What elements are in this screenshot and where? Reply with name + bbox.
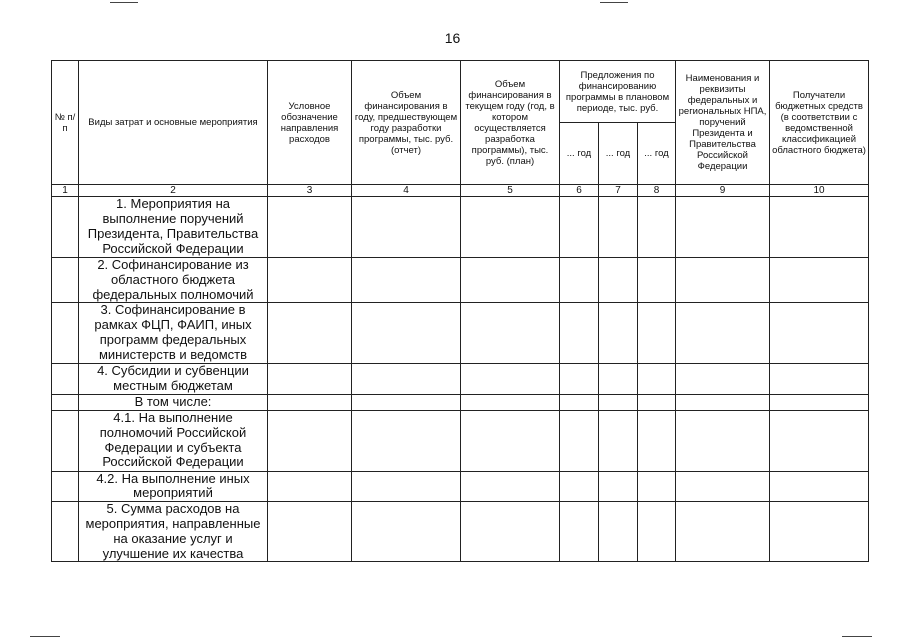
empty-cell	[770, 394, 869, 410]
empty-cell	[461, 471, 560, 502]
empty-cell	[268, 502, 352, 562]
column-number: 6	[560, 185, 599, 197]
empty-cell	[638, 363, 676, 394]
empty-cell	[560, 410, 599, 471]
empty-cell	[599, 363, 638, 394]
empty-cell	[352, 197, 461, 258]
column-number: 8	[638, 185, 676, 197]
empty-cell	[461, 410, 560, 471]
row-number	[52, 303, 79, 363]
row-label: 3. Софинансирование в рамках ФЦП, ФАИП, иных программ федеральных министерств и ведомств	[79, 303, 268, 363]
empty-cell	[638, 471, 676, 502]
header-year-2: ... год	[599, 123, 638, 185]
row-label: 4.2. На выполнение иных мероприятий	[79, 471, 268, 502]
empty-cell	[268, 258, 352, 303]
empty-cell	[352, 363, 461, 394]
empty-cell	[676, 197, 770, 258]
row-number	[52, 258, 79, 303]
scan-edge-mark	[842, 636, 872, 637]
column-number: 10	[770, 185, 869, 197]
empty-cell	[268, 363, 352, 394]
column-number: 2	[79, 185, 268, 197]
empty-cell	[770, 410, 869, 471]
header-recipients: Получатели бюджетных средств (в соответствии с ведомственной классификацией областного бюджета)	[770, 61, 869, 185]
table-row	[52, 363, 869, 394]
empty-cell	[352, 502, 461, 562]
header-num: № п/п	[52, 61, 79, 185]
empty-cell	[461, 394, 560, 410]
table-row	[52, 197, 869, 258]
table-row	[52, 303, 869, 363]
empty-cell	[770, 363, 869, 394]
column-number: 7	[599, 185, 638, 197]
empty-cell	[638, 303, 676, 363]
page-number: 16	[444, 30, 461, 46]
row-number	[52, 410, 79, 471]
empty-cell	[268, 410, 352, 471]
empty-cell	[560, 471, 599, 502]
row-number	[52, 502, 79, 562]
empty-cell	[461, 258, 560, 303]
column-number-row	[52, 185, 869, 197]
scan-edge-mark	[600, 2, 628, 3]
empty-cell	[638, 197, 676, 258]
header-current-year: Объем финансирования в текущем году (год, в котором осуществляется разработка программы), тыс. руб. (план)	[461, 61, 560, 185]
header-designation: Условное обозначение направления расходов	[268, 61, 352, 185]
empty-cell	[599, 303, 638, 363]
table-row	[52, 471, 869, 502]
header-prev-year: Объем финансирования в году, предшествующем году разработки программы, тыс. руб. (отчет)	[352, 61, 461, 185]
header-npa: Наименования и реквизиты федеральных и региональных НПА, поручений Президента и Правительства Российской Федерации	[676, 61, 770, 185]
empty-cell	[638, 502, 676, 562]
empty-cell	[461, 502, 560, 562]
column-number: 5	[461, 185, 560, 197]
empty-cell	[676, 363, 770, 394]
empty-cell	[268, 471, 352, 502]
empty-cell	[268, 303, 352, 363]
table-row	[52, 410, 869, 471]
empty-cell	[638, 258, 676, 303]
empty-cell	[268, 394, 352, 410]
budget-table	[51, 60, 869, 562]
empty-cell	[268, 197, 352, 258]
empty-cell	[676, 303, 770, 363]
header-year-1: ... год	[560, 123, 599, 185]
empty-cell	[560, 197, 599, 258]
empty-cell	[352, 410, 461, 471]
column-number: 1	[52, 185, 79, 197]
table-row	[52, 394, 869, 410]
header-year-3: ... год	[638, 123, 676, 185]
empty-cell	[638, 410, 676, 471]
row-label: 4.1. На выполнение полномочий Российской Федерации и субъекта Российской Федерации	[79, 410, 268, 471]
empty-cell	[770, 258, 869, 303]
table-row	[52, 502, 869, 562]
row-number	[52, 197, 79, 258]
empty-cell	[560, 303, 599, 363]
row-label: 1. Мероприятия на выполнение поручений Президента, Правительства Российской Федерации	[79, 197, 268, 258]
empty-cell	[599, 197, 638, 258]
column-number: 4	[352, 185, 461, 197]
column-number: 3	[268, 185, 352, 197]
table-row	[52, 258, 869, 303]
scan-edge-mark	[30, 636, 60, 637]
row-number	[52, 394, 79, 410]
empty-cell	[599, 471, 638, 502]
empty-cell	[676, 502, 770, 562]
empty-cell	[461, 197, 560, 258]
empty-cell	[352, 394, 461, 410]
empty-cell	[638, 394, 676, 410]
column-number: 9	[676, 185, 770, 197]
row-label: 2. Софинансирование из областного бюджета федеральных полномочий	[79, 258, 268, 303]
empty-cell	[599, 502, 638, 562]
empty-cell	[770, 502, 869, 562]
empty-cell	[560, 394, 599, 410]
empty-cell	[676, 471, 770, 502]
empty-cell	[599, 410, 638, 471]
empty-cell	[599, 258, 638, 303]
empty-cell	[352, 303, 461, 363]
empty-cell	[461, 303, 560, 363]
empty-cell	[770, 471, 869, 502]
empty-cell	[560, 258, 599, 303]
empty-cell	[352, 258, 461, 303]
row-label: В том числе:	[79, 394, 268, 410]
empty-cell	[461, 363, 560, 394]
empty-cell	[676, 394, 770, 410]
empty-cell	[676, 410, 770, 471]
row-number	[52, 471, 79, 502]
header-proposals: Предложения по финансированию программы в плановом периоде, тыс. руб.	[560, 61, 676, 123]
empty-cell	[352, 471, 461, 502]
row-label: 4. Субсидии и субвенции местным бюджетам	[79, 363, 268, 394]
scan-edge-mark	[110, 2, 138, 3]
header-types: Виды затрат и основные мероприятия	[79, 61, 268, 185]
header-row	[52, 61, 869, 123]
empty-cell	[599, 394, 638, 410]
empty-cell	[676, 258, 770, 303]
empty-cell	[560, 502, 599, 562]
empty-cell	[560, 363, 599, 394]
row-label: 5. Сумма расходов на мероприятия, направленные на оказание услуг и улучшение их качества	[79, 502, 268, 562]
row-number	[52, 363, 79, 394]
empty-cell	[770, 197, 869, 258]
empty-cell	[770, 303, 869, 363]
